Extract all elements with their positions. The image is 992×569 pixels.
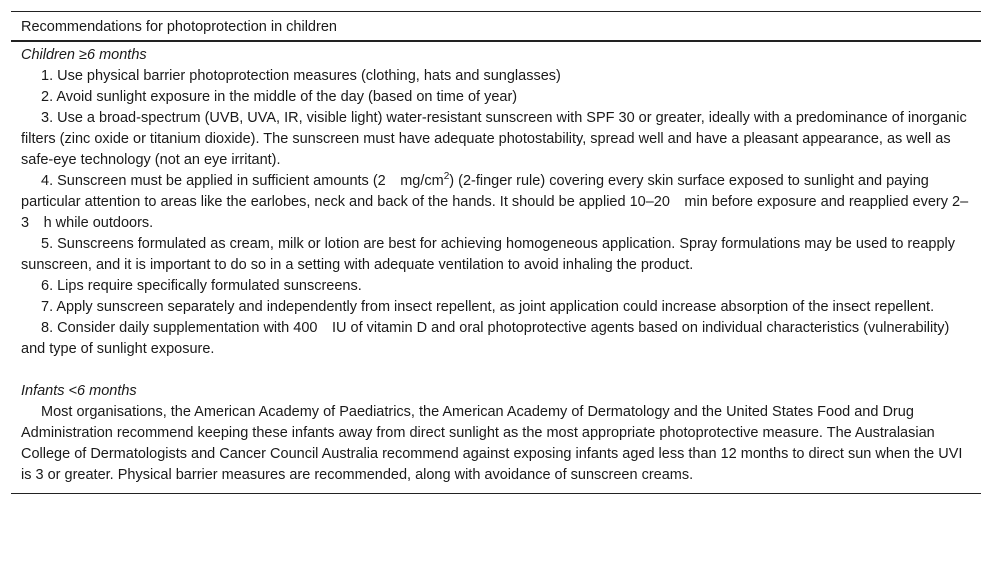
item-4-text-part2: ) (2-finger rule) covering every skin surface exposed to sunlight and paying particular attention to areas like the earlobes, neck and back of the hands. It should be applied 10–20 min before exposure and reapplied every 2–3 h while outdoors.	[21, 173, 969, 231]
list-item: 1. Use physical barrier photoprotection measures (clothing, hats and sunglasses)	[41, 68, 561, 84]
infants-paragraph: Most organisations, the American Academy of Paediatrics, the American Academy of Dermatology and the United States Food and Drug Administration recommend keeping these infants away from direct sunlight as the most appropriate photoprotective measure. The Australasian College of Dermatologists and Cancer Council Australia recommend against exposing infants aged less than 12 months to direct sun when the UVI is 3 or greater. Physical barrier measures are recommended, along with avoidance of sunscreen creams.	[21, 404, 963, 483]
table-header: Recommendations for photoprotection in children	[11, 11, 981, 42]
table-body-cell	[11, 42, 981, 494]
infants-section-heading: Infants <6 months	[21, 383, 137, 399]
list-item: 3. Use a broad-spectrum (UVB, UVA, IR, visible light) water-resistant sunscreen with SPF 30 or greater, ideally with a predominance of inorganic filters (zinc oxide or titanium dioxide). The sunscreen must have adequate photostability, spread well and have a pleasant appearance, as well as safe-eye technology (not an eye irritant).	[21, 110, 967, 168]
section-spacer	[21, 360, 971, 381]
recommendations-table	[11, 11, 981, 494]
item-4-superscript: 2	[443, 171, 450, 183]
list-item	[21, 171, 971, 234]
children-section-heading: Children ≥6 months	[21, 47, 147, 63]
list-item: 2. Avoid sunlight exposure in the middle of the day (based on time of year)	[41, 89, 518, 105]
list-item: 7. Apply sunscreen separately and independently from insect repellent, as joint application could increase absorption of the insect repellent.	[41, 299, 935, 315]
list-item: 5. Sunscreens formulated as cream, milk or lotion are best for achieving homogeneous application. Spray formulations may be used to reapply sunscreen, and it is important to do so in a setting with adequate ventilation to avoid inhaling the product.	[21, 236, 955, 273]
list-item: 8. Consider daily supplementation with 400 IU of vitamin D and oral photoprotective agents based on individual characteristics (vulnerability) and type of sunlight exposure.	[21, 320, 950, 357]
item-4-text-part1: 4. Sunscreen must be applied in sufficient amounts (2 mg/cm	[41, 173, 444, 189]
list-item: 6. Lips require specifically formulated sunscreens.	[41, 278, 362, 294]
